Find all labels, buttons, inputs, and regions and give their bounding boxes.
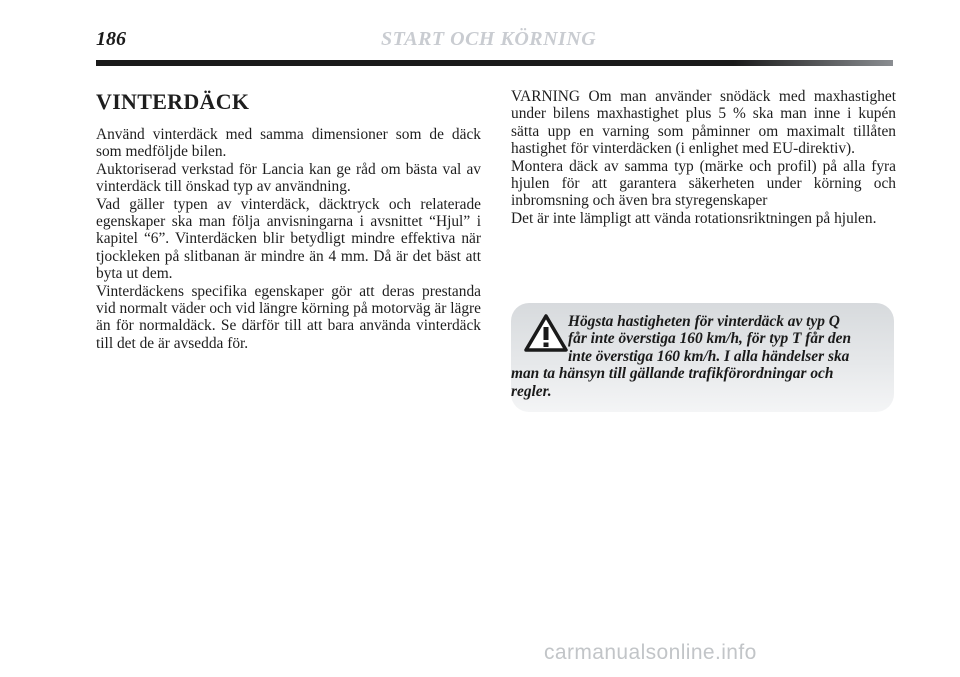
warning-box: [511, 303, 894, 412]
header-rule: [96, 60, 893, 66]
chapter-title: START OCH KÖRNING: [381, 28, 597, 50]
section-title: VINTERDÄCK: [96, 89, 250, 114]
warning-line: man ta hänsyn till gällande trafikförordningar och: [511, 365, 834, 383]
warning-line: inte överstiga 160 km/h. I alla händelser ska: [568, 347, 850, 365]
warning-text: [511, 313, 894, 400]
warning-line: får inte överstiga 160 km/h, för typ T får den: [568, 330, 852, 348]
warning-line: regler.: [511, 382, 552, 400]
right-body-text: VARNING Om man använder snödäck med maxhastighet under bilens maxhastighet plus 5 % ska man inne i kupén sätta upp en varning som påminner om maximalt tillåten hastighet för vinterdäcken (i enlighet med EU-direktiv). Montera däck av samma typ (märke och profil) på alla fyra hjulen för att garantera säkerheten under körning och inbromsning och även bra styregenskaper Det är inte lämpligt att vända rotationsriktningen på hjulen.: [511, 88, 896, 227]
right-column: [511, 88, 896, 227]
page-number: 186: [96, 28, 126, 50]
warning-line: Högsta hastigheten för vinterdäck av typ Q: [568, 313, 840, 330]
left-body-text: Använd vinterdäck med samma dimensioner som de däck som medföljde bilen. Auktoriserad verkstad för Lancia kan ge råd om bästa val av vinterdäck till önskad typ av användning. Vad gäller typen av vinterdäck, däcktryck och relaterade egenskaper ska man följa anvisningarna i avsnittet “Hjul” i kapitel “6”. Vinterdäcken blir betydligt mindre effektiva när tjockleken på slitbanan är mindre än 4 mm. Då är det bäst att byta ut dem. Vinterdäckens specifika egenskaper gör att deras prestanda vid normalt väder och vid längre körning på motorväg är lägre än för normaldäck. Se därför till att bara använda vinterdäck till det de är avsedda för.: [96, 126, 481, 352]
left-column: [96, 88, 481, 352]
watermark: carmanualsonline.info: [544, 641, 757, 664]
